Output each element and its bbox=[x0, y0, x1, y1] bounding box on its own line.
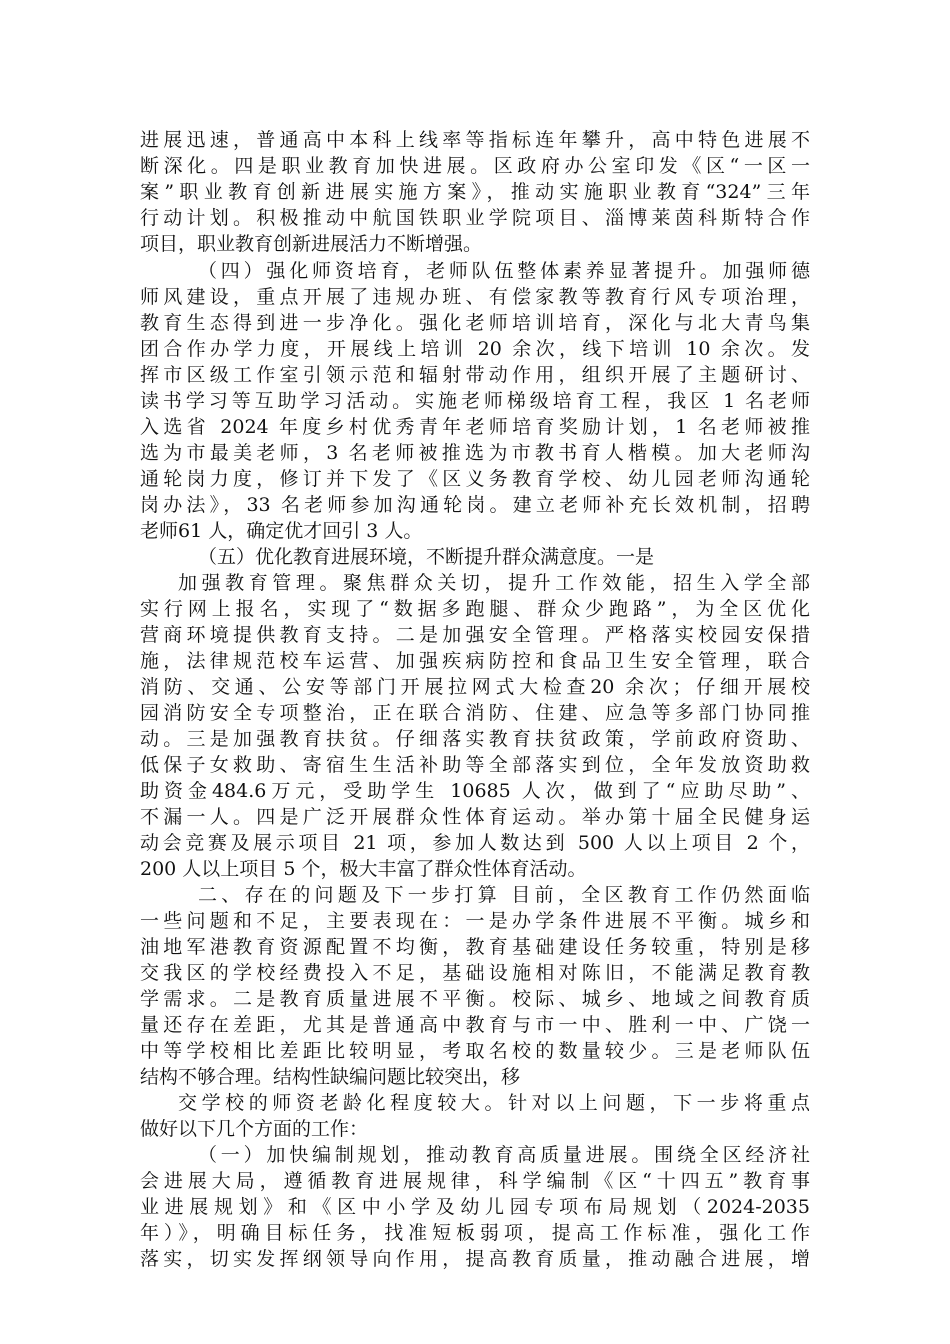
text-line: 实行网上报名，实现了“数据多跑腿、群众少跑路”，为全区优化 bbox=[140, 598, 810, 620]
text-line: 动会竞赛及展示项目 21 项，参加人数达到 500 人以上项目 2 个， bbox=[140, 832, 810, 854]
text-line: 二、存在的问题及下一步打算 目前，全区教育工作仍然面临 bbox=[198, 884, 810, 906]
text-line: 老师61 人，确定优才回引 3 人。 bbox=[140, 520, 423, 542]
text-line: 团合作办学力度，开展线上培训 20 余次，线下培训 10 余次。发 bbox=[140, 338, 810, 360]
text-line: 园消防安全专项整治，正在联合消防、住建、应急等多部门协同推 bbox=[140, 702, 810, 724]
text-line: 交我区的学校经费投入不足，基础设施相对陈旧，不能满足教育教 bbox=[140, 962, 810, 984]
text-line: 教育生态得到进一步净化。强化老师培训培育，深化与北大青鸟集 bbox=[140, 312, 810, 334]
text-line: 落实，切实发挥纲领导向作用，提高教育质量，推动融合进展，增 bbox=[140, 1248, 810, 1270]
text-line: 案”职业教育创新进展实施方案》，推动实施职业教育“324”三年 bbox=[140, 181, 810, 203]
text-line: 进展迅速，普通高中本科上线率等指标连年攀升，高中特色进展不 bbox=[140, 129, 810, 151]
text-line: 读书学习等互助学习活动。实施老师梯级培育工程，我区 1 名老师 bbox=[140, 390, 810, 412]
text-line: 加强教育管理。聚焦群众关切，提升工作效能，招生入学全部 bbox=[178, 572, 810, 594]
text-line: 低保子女救助、寄宿生生活补助等全部落实到位，全年发放资助救 bbox=[140, 754, 810, 776]
text-line: 油地军港教育资源配置不均衡，教育基础建设任务较重，特别是移 bbox=[140, 936, 810, 958]
text-line: 动。三是加强教育扶贫。仔细落实教育扶贫政策，学前政府资助、 bbox=[140, 728, 810, 750]
text-line: 通轮岗力度，修订并下发了《区义务教育学校、幼儿园老师沟通轮 bbox=[140, 468, 810, 490]
text-line: 年）》，明确目标任务，找准短板弱项，提高工作标准，强化工作 bbox=[140, 1222, 810, 1244]
text-line: 挥市区级工作室引领示范和辐射带动作用，组织开展了主题研讨、 bbox=[140, 364, 810, 386]
text-line: 施，法律规范校车运营、加强疾病防控和食品卫生安全管理，联合 bbox=[140, 650, 810, 672]
text-line: 学需求。二是教育质量进展不平衡。校际、城乡、地域之间教育质 bbox=[140, 988, 810, 1010]
text-line: 消防、交通、公安等部门开展拉网式大检查20 余次；仔细开展校 bbox=[140, 676, 810, 698]
text-line: 200 人以上项目 5 个，极大丰富了群众性体育活动。 bbox=[140, 858, 587, 880]
text-line: 断深化。四是职业教育加快进展。区政府办公室印发《区“一区一 bbox=[140, 155, 810, 177]
text-line: 结构不够合理。结构性缺编问题比较突出，移 bbox=[140, 1066, 521, 1088]
text-line: 师风建设，重点开展了违规办班、有偿家教等教育行风专项治理， bbox=[140, 286, 810, 308]
text-line: 不漏一人。四是广泛开展群众性体育运动。举办第十届全民健身运 bbox=[140, 806, 810, 828]
text-line: 项目，职业教育创新进展活力不断增强。 bbox=[140, 233, 483, 255]
text-line: 中等学校相比差距比较明显，考取名校的数量较少。三是老师队伍 bbox=[140, 1040, 810, 1062]
text-line: 助资金484.6万元，受助学生 10685 人次，做到了“应助尽助”、 bbox=[140, 780, 810, 802]
text-line: 业进展规划》和《区中小学及幼儿园专项布局规划（2024-2035 bbox=[140, 1196, 810, 1218]
text-line: 选为市最美老师，3 名老师被推选为市教书育人楷模。加大老师沟 bbox=[140, 442, 810, 464]
text-line: 会进展大局，遵循教育进展规律，科学编制《区“十四五”教育事 bbox=[140, 1170, 810, 1192]
text-line: （四）强化师资培育，老师队伍整体素养显著提升。加强师德 bbox=[198, 260, 810, 282]
text-line: 一些问题和不足，主要表现在：一是办学条件进展不平衡。城乡和 bbox=[140, 910, 810, 932]
text-line: 营商环境提供教育支持。二是加强安全管理。严格落实校园安保措 bbox=[140, 624, 810, 646]
text-line: （五）优化教育进展环境，不断提升群众满意度。一是 bbox=[198, 546, 655, 568]
text-line: 量还存在差距，尤其是普通高中教育与市一中、胜利一中、广饶一 bbox=[140, 1014, 810, 1036]
text-line: 岗办法》，33 名老师参加沟通轮岗。建立老师补充长效机制，招聘 bbox=[140, 494, 810, 516]
text-line: （一）加快编制规划，推动教育高质量进展。围绕全区经济社 bbox=[198, 1144, 810, 1166]
text-line: 入选省 2024 年度乡村优秀青年老师培育奖励计划，1 名老师被推 bbox=[140, 416, 810, 438]
text-line: 交学校的师资老龄化程度较大。针对以上问题，下一步将重点 bbox=[178, 1092, 810, 1114]
text-line: 行动计划。积极推动中航国铁职业学院项目、淄博莱茵科斯特合作 bbox=[140, 207, 810, 229]
text-line: 做好以下几个方面的工作： bbox=[140, 1118, 369, 1140]
